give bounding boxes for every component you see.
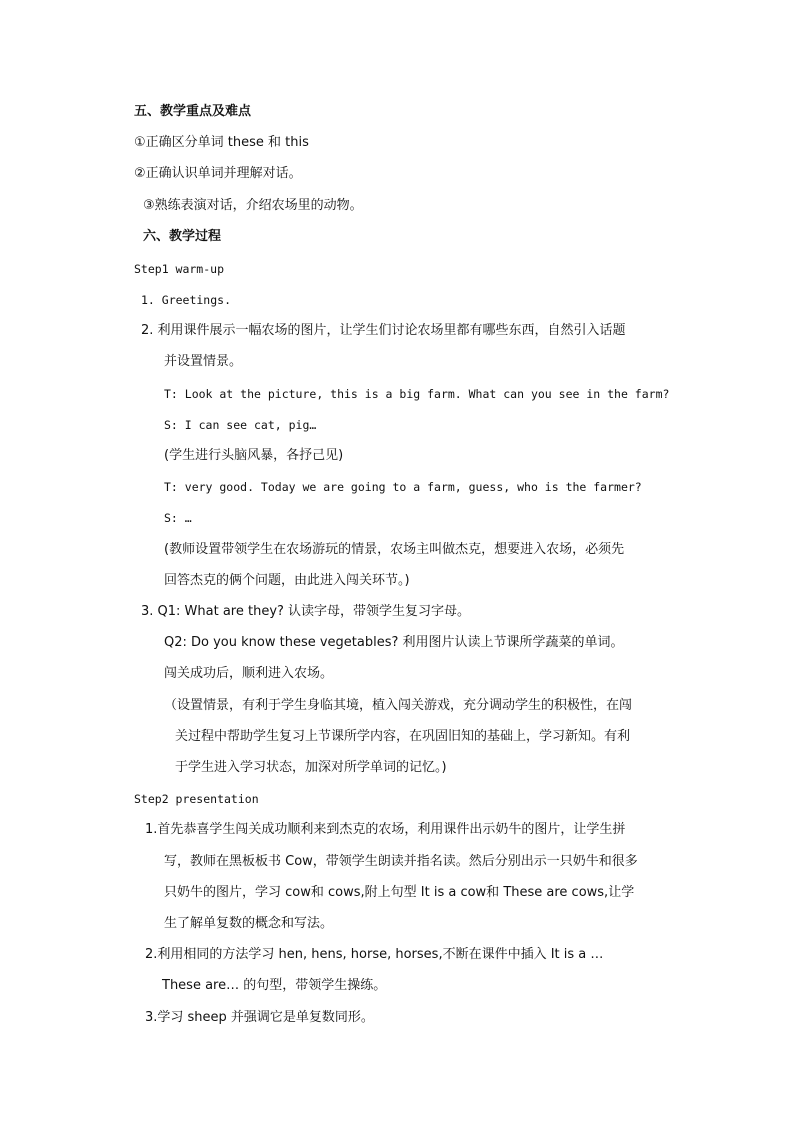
key-point-1: ①正确区分单词 these 和 this — [134, 135, 309, 150]
brainstorm-note: (学生进行头脑风暴，各抒己见) — [164, 448, 344, 463]
step2-item-1-line-3: 只奶牛的图片，学习 cow和 cows,附上句型 It is a cow和 These are cows,让学 — [164, 885, 635, 900]
farm-scenario-note-line-1: (教师设置带领学生在农场游玩的情景，农场主叫做杰克，想要进入农场，必须先 — [164, 542, 625, 557]
section-5-heading: 五、教学重点及难点 — [134, 104, 252, 119]
key-point-3: ③熟练表演对话，介绍农场里的动物。 — [143, 198, 363, 213]
step1-item-3-after: 闯关成功后，顺利进入农场。 — [164, 666, 334, 681]
step1-item-3-q2: Q2: Do you know these vegetables? 利用图片认读上节课所学蔬菜的单词。 — [164, 635, 624, 650]
section-6-heading: 六、教学过程 — [143, 229, 222, 244]
step2-item-1-line-1: 1.首先恭喜学生闯关成功顺利来到杰克的农场，利用课件出示奶牛的图片，让学生拼 — [145, 822, 626, 837]
step2-item-2-line-2: These are… 的句型，带领学生操练。 — [162, 978, 387, 993]
step2-title: Step2 presentation — [134, 792, 259, 806]
key-point-2: ②正确认识单词并理解对话。 — [134, 166, 302, 181]
step2-item-1-line-4: 生了解单复数的概念和写法。 — [164, 916, 334, 931]
dialog-line-3: T: very good. Today we are going to a farm, guess, who is the farmer? — [164, 480, 642, 494]
design-note-line-2: 关过程中帮助学生复习上节课所学内容，在巩固旧知的基础上，学习新知。有利 — [175, 729, 631, 744]
dialog-line-1: T: Look at the picture, this is a big farm. What can you see in the farm? — [164, 387, 670, 401]
step1-item-2-line-2: 并设置情景。 — [164, 354, 243, 369]
step1-item-3-q1: 3. Q1: What are they? 认读字母，带领学生复习字母。 — [141, 604, 471, 619]
design-note-line-3: 于学生进入学习状态，加深对所学单词的记忆。) — [175, 760, 447, 775]
step1-title: Step1 warm-up — [134, 262, 225, 276]
design-note-line-1: （设置情景，有利于学生身临其境，植入闯关游戏，充分调动学生的积极性，在闯 — [164, 698, 633, 713]
step2-item-3: 3.学习 sheep 并强调它是单复数同形。 — [145, 1010, 374, 1025]
step1-item-1: 1. Greetings. — [141, 293, 232, 307]
step2-item-1-line-2: 写，教师在黑板板书 Cow，带领学生朗读并指名读。然后分别出示一只奶牛和很多 — [164, 854, 638, 869]
dialog-line-4: S: … — [164, 511, 192, 525]
step1-item-2-line-1: 2. 利用课件展示一幅农场的图片，让学生们讨论农场里都有哪些东西，自然引入话题 — [141, 323, 626, 338]
farm-scenario-note-line-2: 回答杰克的俩个问题，由此进入闯关环节。) — [164, 573, 410, 588]
step2-item-2-line-1: 2.利用相同的方法学习 hen, hens, horse, horses,不断在课件中插入 It is a … — [145, 947, 604, 962]
dialog-line-2: S: I can see cat, pig… — [164, 418, 317, 432]
